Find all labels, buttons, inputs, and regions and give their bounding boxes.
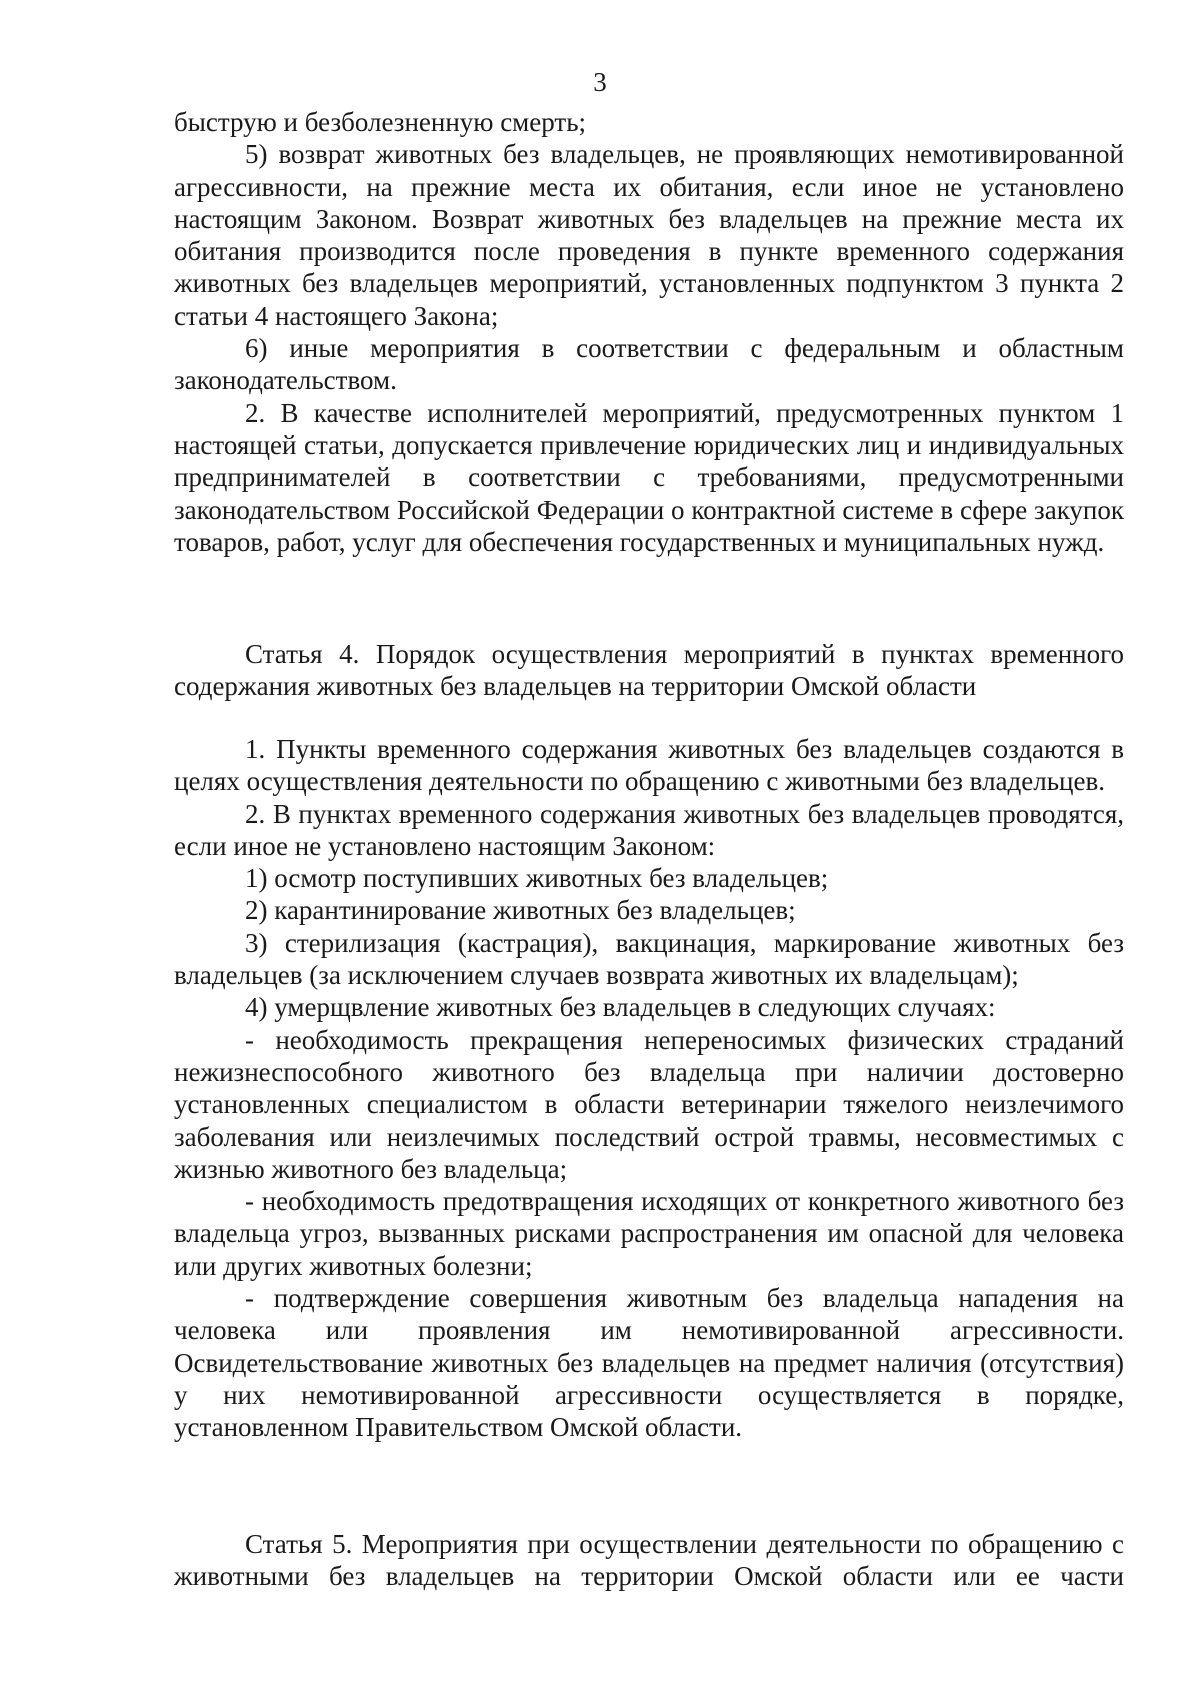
paragraph-subitem-4: 4) умерщвление животных без владельцев в следующих случаях: bbox=[245, 992, 996, 1023]
article-4-heading: Статья 4. Порядок осуществления мероприятий в пунктах временного содержания животных без владельцев на территории Омской области bbox=[174, 639, 1124, 702]
paragraph-case-1: - необходимость прекращения непереносимых физических страданий нежизнеспособного животного без владельца при наличии достоверно установленных специалистом в области ветеринарии тяжелого неизлечимого заболевания или неизлечимых последствий острой травмы, несовместимых с жизнью животного без владельца; bbox=[174, 1024, 1124, 1184]
paragraph-point-2: 2. В пунктах временного содержания животных без владельцев проводятся, если иное не установлено настоящим Законом: bbox=[174, 798, 1124, 861]
paragraph-subitem-3: 3) стерилизация (кастрация), вакцинация, маркирование животных без владельцев (за исключением случаев возврата животных их владельцам); bbox=[174, 927, 1124, 991]
article-5-heading: Статья 5. Мероприятия при осуществлении деятельности по обращению с животными без владельцев на территории Омской области или ее части bbox=[174, 1529, 1124, 1592]
page-number: 3 bbox=[593, 67, 607, 97]
paragraph-point-2: 2. В качестве исполнителей мероприятий, предусмотренных пунктом 1 настоящей статьи, допускается привлечение юридических лиц и индивидуальных предпринимателей в соответствии с требованиями, предусмотренными законодательством Российской Федерации о контрактной системе в сфере закупок товаров, работ, услуг для обеспечения государственных и муниципальных нужд. bbox=[174, 397, 1124, 557]
article5-heading-block bbox=[174, 1528, 1124, 1593]
article4-body bbox=[174, 733, 1124, 1444]
article4-heading-block bbox=[174, 638, 1124, 703]
paragraph-subitem-2: 2) карантинирование животных без владельцев; bbox=[245, 895, 796, 926]
paragraph-case-2: - необходимость предотвращения исходящих от конкретного животного без владельца угроз, вызванных рисками распространения им опасной для человека или других животных болезни; bbox=[174, 1186, 1124, 1281]
paragraph-continuation: быструю и безболезненную смерть; bbox=[174, 107, 587, 137]
paragraph-point-1: 1. Пункты временного содержания животных без владельцев создаются в целях осуществления деятельности по обращению с животными без владельцев. bbox=[174, 734, 1124, 797]
paragraph-item-5: 5) возврат животных без владельцев, не проявляющих немотивированной агрессивности, на прежние места их обитания, если иное не установлено настоящим Законом. Возврат животных без владельцев на прежние места их обитания производится после проведения в пункте временного содержания животных без владельцев мероприятий, установленных подпунктом 3 пункта 2 статьи 4 настоящего Закона; bbox=[174, 139, 1124, 331]
paragraph-item-6: 6) иные мероприятия в соответствии с федеральным и областным законодательством. bbox=[174, 333, 1124, 396]
paragraph-subitem-1: 1) осмотр поступивших животных без владельцев; bbox=[245, 863, 829, 894]
article3-continuation bbox=[174, 106, 1124, 558]
paragraph-case-3: - подтверждение совершения животным без владельца нападения на человека или проявления им немотивированной агрессивности. Освидетельствование животных без владельцев на предмет наличия (отсутствия) у них немотивированной агрессивности осуществляется в порядке, установленном Правительством Омской области. bbox=[174, 1283, 1124, 1443]
